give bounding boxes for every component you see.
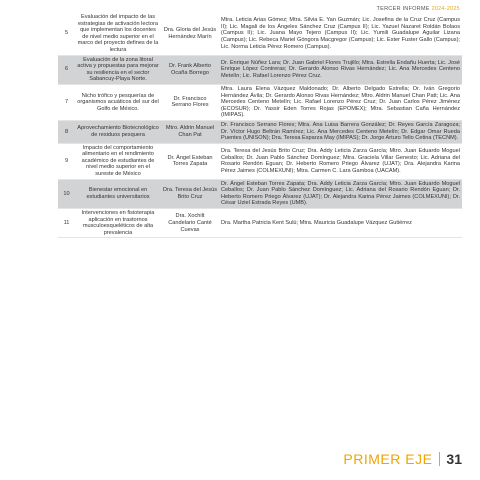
project-participants: Mtra. Laura Elena Vázquez Maldonado; Dr. Alberto Delgado Estrella; Dr. Iván Gregorio Hernández Ávila; Dr. Gerardo Alonso Rivas Hernández; Mtro. Aldrin Manuel Chan Patt; Lic. Ana Mercedes Centeno Metelín; Lic. Rafael Lorenzo Pérez Cruz; Dr. Juan Carlos Pérez Jiménez (ECOSUR); Dr. Yassir Eden Torres Rojas (EPOMEX); Mtra. Sebastian Caña Hernández (IMIPAS). [221, 85, 460, 119]
project-responsible: Dr. Frank Alberto Ocaña Borrego [169, 63, 211, 76]
row-number: 7 [64, 99, 69, 106]
project-participants: Dra. Martha Patricia Kent Sulú; Mtra. Mauricia Guadalupe Vázquez Gutiérrez [221, 219, 412, 226]
page-footer [343, 451, 462, 467]
page-number: 31 [446, 451, 462, 467]
project-title: Intervenciones en fisioterapia aplicación en trastornos musculoesqueléticos de alta prevalencia [81, 210, 155, 236]
project-responsible: Dra. Gloria del Jesús Hernández Marín [163, 27, 217, 40]
project-participants: Dr. Ángel Esteban Torres Zapata; Dra. Addy Leticia Zarza García; Mtro. Juan Eduardo Moguel Ceballos; Dr. Juan Pablo Sánchez Domínguez; Lic. Adriana del Rosario Rendón Eguan; Dr. Heberto Romero Priego Álvarez (UJAT); Dr. Alejandra Karina Pérez Jaimes (COLMEXUNI); Dr. César Uziel Estrada Reyes (UMB). [221, 180, 460, 207]
row-number: 5 [64, 30, 69, 37]
project-title: Bienestar emocional en estudiantes universitarios [86, 187, 150, 200]
section-label: PRIMER EJE [343, 451, 433, 467]
project-title: Impacto del comportamiento alimentario en el rendimiento académico de estudiantes de nivel medio superior en el sureste de México [81, 144, 155, 178]
project-participants: Dr. Enrique Núñez Lara; Dr. Juan Gabriel Flores Trujillo; Mtra. Estrella Endañu Huerta; Lic. José Enrique López Contreras; Dr. Gerardo Alonso Rivas Hernández; Lic. Ana Mercedes Centeno Metelín; Lic. Rafael Lorenzo Pérez Cruz. [221, 59, 460, 80]
table-row [58, 13, 462, 55]
project-responsible: Mtro. Aldrin Manuel Chan Pat [165, 125, 215, 138]
project-title: Evaluación de la zona litoral activa y propuestas para mejorar su resiliencia en el sector Sabancuy-Playa Norte. [77, 56, 159, 83]
report-header [377, 6, 460, 12]
report-years: 2024-2025 [431, 6, 460, 12]
table-row [58, 209, 462, 238]
project-title: Evaluación del impacto de las estrategias de activación lectora que implementan los docentes de nivel medio superior en el marco del proyecto defines de la lectura [77, 14, 159, 53]
project-participants: Mtra. Leticia Arias Gómez; Mtra. Silvia E. Yan Guzmán; Lic. Josefina de la Cruz Cruz (Campus II); Lic. Magali de los Ángeles Sánchez Cruz (Campus II); Lic. Yazuel Nazaret Roldán Bolaos (Campus II); Lic. Juana Mayo Tejero (Campus II); Lic. Yumili Guadalupe Aguilar Lizana (Campus); Lic. Rebeca Mariel Góngora Macgregor (Campus); Lic. Ester Fuster Gallo (Campus); Lic. Norma Leticia Pérez Romero (Campus). [221, 17, 460, 50]
table-row [58, 143, 462, 179]
row-number: 9 [64, 157, 69, 164]
project-participants: Dra. Teresa del Jesús Brito Cruz; Dra. Addy Leticia Zarza García; Mtro. Juan Eduardo Moguel Ceballos; Dr. Juan Pablo Sánchez Domínguez; Mtra. Graciela Villar Genesto; Lic. Adriana del Rosario Rendón Eguan; Dr. Heberto Romero Priego Álvarez (UJAT); Dra. Alejandra Karina Pérez Jaimes (COLMEXUNI); Mtra. Carmen C. Lara Gamboa (UACAM). [221, 147, 460, 174]
project-responsible: Dra. Teresa del Jesús Brito Cruz [163, 187, 217, 200]
project-responsible: Dr. Francisco Serrano Flores [171, 95, 209, 109]
table-row [58, 84, 462, 120]
table-row [58, 120, 462, 143]
table-row [58, 179, 462, 208]
project-title: Aprovechamiento Biotecnológico de residuos pesquera [77, 125, 159, 138]
table-row [58, 55, 462, 84]
footer-divider [439, 452, 440, 466]
project-responsible: Dra. Xochilt Candelario Canté Cuevas [168, 213, 212, 233]
project-participants: Dr. Francisco Serrano Flores; Mtra. Ana Luisa Barrera González; Dr. Reyes García Zaragoza; Dr. Víctor Hugo Beltrán Ramírez; Lic. Ana Mercedes Centeno Metelín; Dr. Edgar Omar Rueda Puentes (UNISON); Dra. Teresa Esparza May (IMIPAS); Dr. Jorge Arturo Tello Cetina (TECNM). [221, 121, 460, 142]
project-responsible: Dr. Ángel Esteban Torres Zapata [167, 154, 213, 168]
row-number: 6 [64, 66, 69, 73]
row-number: 10 [63, 190, 70, 197]
report-title: TERCER INFORME [376, 6, 430, 12]
row-number: 8 [64, 128, 69, 135]
project-title: Nicho trófico y pesquerías de organismos acuáticos del sur del Golfo de México. [77, 92, 159, 112]
row-number: 11 [63, 219, 70, 226]
projects-table [58, 13, 462, 238]
